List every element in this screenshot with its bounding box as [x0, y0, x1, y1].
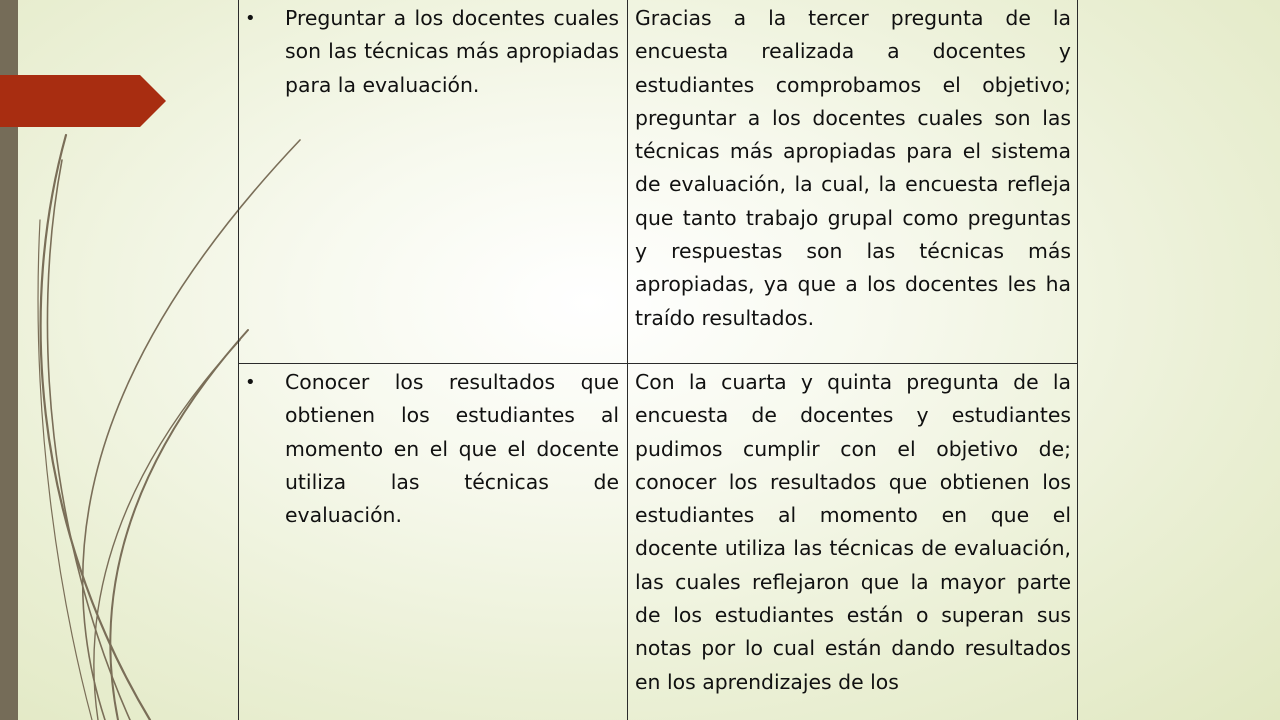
objectives-table	[238, 0, 1078, 720]
red-arrow-marker	[0, 75, 166, 127]
objective-cell	[239, 364, 628, 720]
result-cell	[628, 364, 1077, 720]
bullet-icon: •	[245, 8, 256, 29]
result-text: Con la cuarta y quinta pregunta de la encuesta de docentes y estudiantes pudimos cumplir con el objetivo de; conocer los resultados que obtienen los estudiantes al momento en que el docente utiliza las técnicas de evaluación, las cuales reflejaron que la mayor parte de los estudiantes están o superan sus notas por lo cual están dando resultados en los aprendizajes de los	[635, 370, 1071, 694]
result-cell	[628, 0, 1077, 363]
table-row	[239, 0, 1077, 364]
result-text: Gracias a la tercer pregunta de la encuesta realizada a docentes y estudiantes comprobamos el objetivo; preguntar a los docentes cuales son las técnicas más apropiadas para el sistema de evaluación, la cual, la encuesta refleja que tanto trabajo grupal como preguntas y respuestas son las técnicas más apropiadas, ya que a los docentes les ha traído resultados.	[635, 6, 1071, 330]
table-row	[239, 364, 1077, 720]
objective-cell	[239, 0, 628, 363]
objective-text: Conocer los resultados que obtienen los estudiantes al momento en el que el docente utiliza las técnicas de evaluación.	[285, 370, 619, 528]
objective-text: Preguntar a los docentes cuales son las técnicas más apropiadas para la evaluación.	[285, 6, 619, 97]
bullet-icon: •	[245, 372, 256, 393]
